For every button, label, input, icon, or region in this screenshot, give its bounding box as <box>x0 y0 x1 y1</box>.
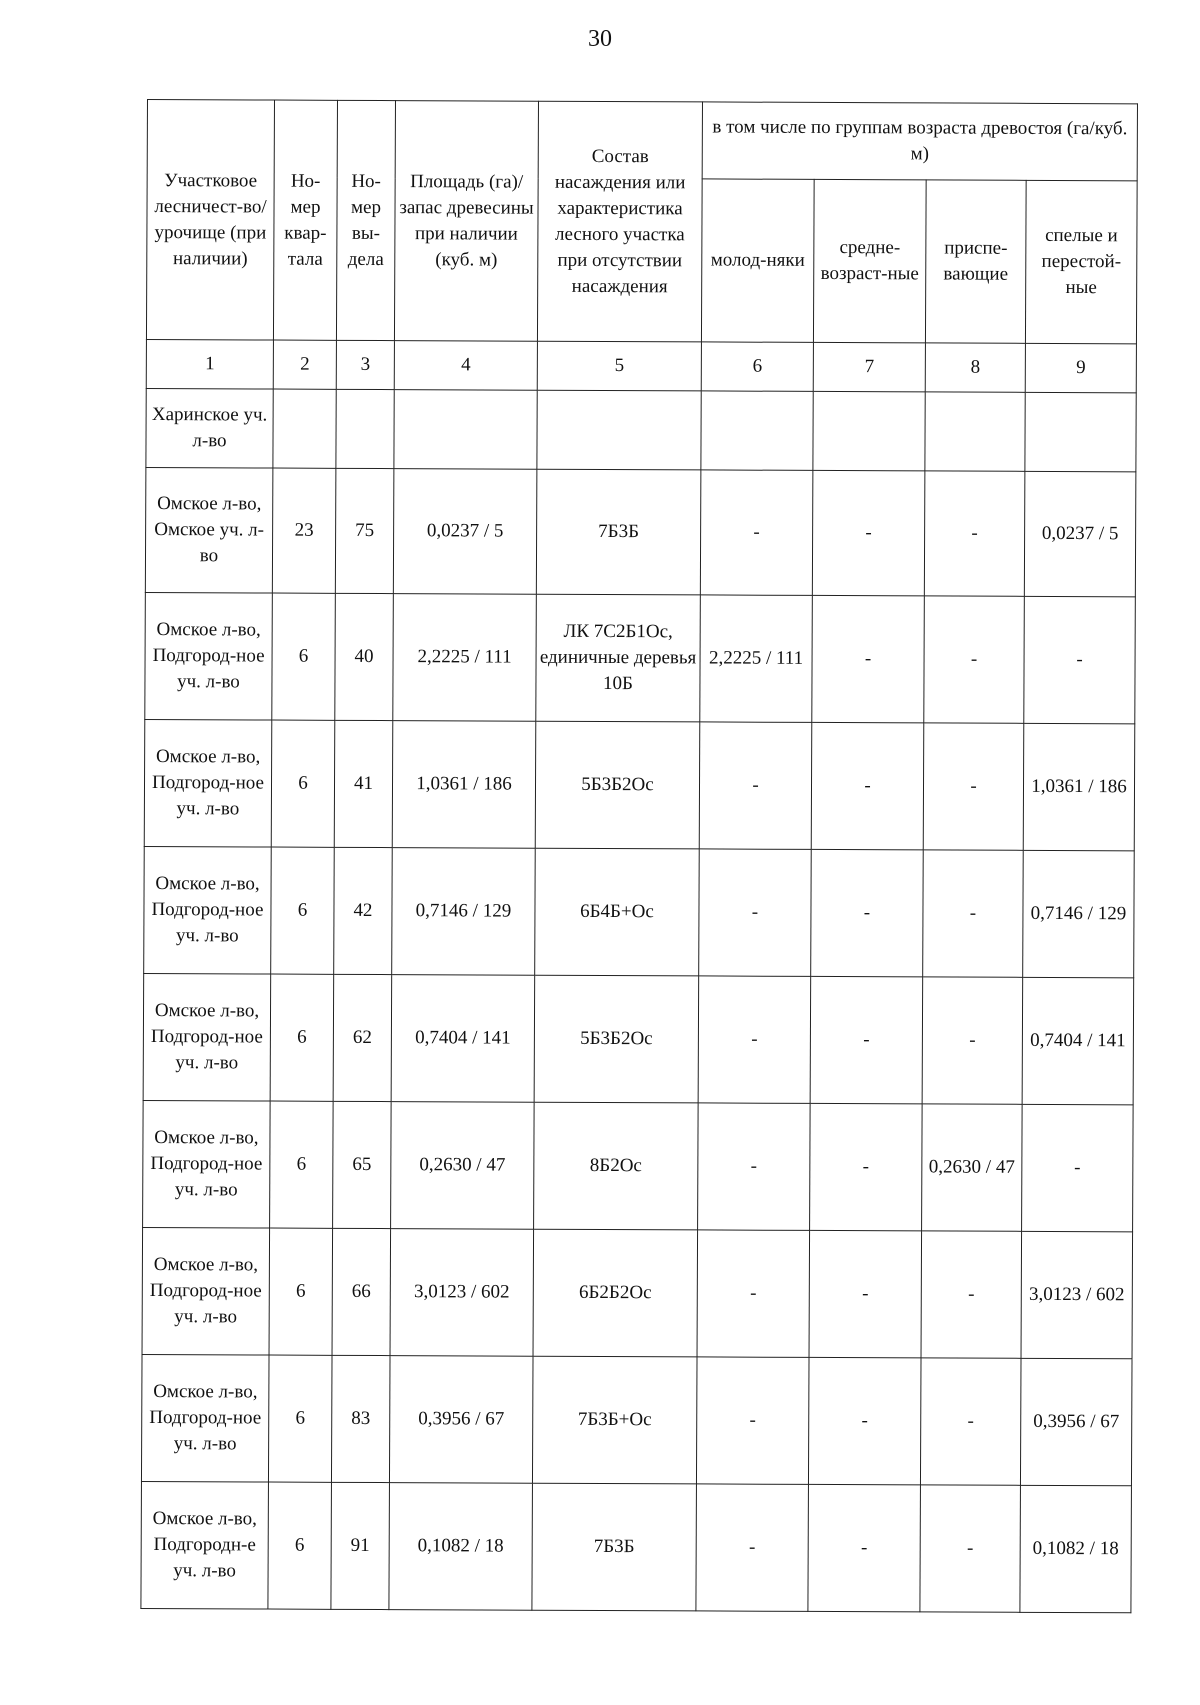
cell-composition: 5Б3Б2Ос <box>535 721 700 849</box>
table-row <box>143 1100 1134 1231</box>
cell-middle-aged: - <box>808 1484 921 1611</box>
column-number: 6 <box>701 342 813 391</box>
column-number: 8 <box>925 343 1025 392</box>
column-number: 9 <box>1025 343 1136 392</box>
cell-young: - <box>696 1484 809 1611</box>
group-row <box>146 388 1136 471</box>
table-row <box>144 719 1135 850</box>
empty-cell <box>1025 392 1136 471</box>
column-number: 7 <box>813 342 925 391</box>
cell-area: 3,0123 / 602 <box>390 1229 534 1357</box>
cell-forestry: Омское л-во, Подгород-ное уч. л-во <box>144 719 272 847</box>
cell-composition: 8Б2Ос <box>534 1102 699 1230</box>
column-number: 4 <box>394 341 537 391</box>
cell-quarter: 6 <box>271 847 335 974</box>
cell-middle-aged: - <box>810 1103 923 1230</box>
table-row <box>141 1481 1132 1612</box>
cell-premature: - <box>921 1231 1022 1358</box>
cell-composition: 7Б3Б <box>536 469 701 595</box>
cell-section: 75 <box>335 468 394 593</box>
cell-composition: 7Б3Б <box>532 1483 697 1611</box>
cell-quarter: 23 <box>272 468 336 593</box>
cell-composition: 6Б2Б2Ос <box>533 1229 698 1357</box>
cell-quarter: 6 <box>268 1355 332 1482</box>
cell-quarter: 6 <box>272 593 336 720</box>
cell-forestry: Омское л-во, Подгород-ное уч. л-во <box>143 1100 271 1228</box>
cell-section: 66 <box>332 1228 391 1355</box>
cell-mature: 1,0361 / 186 <box>1023 723 1135 850</box>
cell-area: 0,3956 / 67 <box>389 1356 533 1484</box>
cell-young: - <box>700 470 813 595</box>
cell-quarter: 6 <box>270 974 334 1101</box>
cell-middle-aged: - <box>808 1357 921 1484</box>
cell-young: - <box>698 976 811 1103</box>
cell-area: 1,0361 / 186 <box>392 721 536 849</box>
cell-quarter: 6 <box>268 1482 332 1609</box>
header-middle-aged: средне-возраст-ные <box>813 179 926 342</box>
cell-premature: - <box>924 471 1025 596</box>
cell-middle-aged: - <box>810 976 923 1103</box>
column-number: 3 <box>336 340 394 389</box>
cell-forestry: Омское л-во, Подгород-ное уч. л-во <box>144 846 272 974</box>
cell-young: - <box>696 1357 809 1484</box>
empty-cell <box>394 390 537 470</box>
empty-cell <box>701 391 813 470</box>
cell-mature: 0,0237 / 5 <box>1024 471 1136 596</box>
cell-young: - <box>699 849 812 976</box>
cell-section: 65 <box>333 1101 392 1228</box>
column-number-row <box>146 339 1136 392</box>
column-number: 1 <box>146 339 273 389</box>
table-row <box>143 973 1134 1104</box>
cell-quarter: 6 <box>270 1101 334 1228</box>
cell-composition: 6Б4Б+Ос <box>535 848 700 976</box>
cell-premature: - <box>920 1485 1021 1612</box>
cell-middle-aged: - <box>809 1230 922 1357</box>
cell-mature: 0,7146 / 129 <box>1023 850 1135 977</box>
table-row <box>141 1354 1132 1485</box>
table-header <box>146 100 1137 393</box>
cell-mature: 0,7404 / 141 <box>1022 977 1134 1104</box>
empty-cell <box>537 390 701 470</box>
cell-area: 2,2225 / 111 <box>393 594 537 722</box>
cell-young: - <box>699 722 812 849</box>
cell-section: 62 <box>333 974 392 1101</box>
cell-premature: - <box>924 596 1025 723</box>
cell-area: 0,0237 / 5 <box>393 469 537 595</box>
cell-area: 0,7404 / 141 <box>391 975 535 1103</box>
cell-mature: 0,1082 / 18 <box>1020 1485 1132 1612</box>
cell-middle-aged: - <box>811 722 924 849</box>
cell-middle-aged: - <box>811 849 924 976</box>
cell-forestry: Омское л-во, Подгород-ное уч. л-во <box>142 1227 270 1355</box>
table-row <box>145 592 1136 723</box>
cell-premature: - <box>920 1358 1021 1485</box>
empty-cell <box>813 391 925 470</box>
cell-section: 91 <box>331 1482 390 1609</box>
page-number: 30 <box>588 26 612 52</box>
cell-young: - <box>697 1230 810 1357</box>
column-number: 2 <box>273 340 336 389</box>
cell-middle-aged: - <box>812 595 925 722</box>
group-name: Харинское уч. л-во <box>146 388 273 468</box>
header-premature: приспе-вающие <box>925 180 1026 343</box>
header-forestry: Участковое лесничест-во/урочище (при наличии) <box>146 100 274 341</box>
cell-composition: 5Б3Б2Ос <box>534 975 699 1103</box>
cell-forestry: Омское л-во, Подгород-ное уч. л-во <box>145 592 273 720</box>
cell-quarter: 6 <box>269 1228 333 1355</box>
cell-area: 0,7146 / 129 <box>392 848 536 976</box>
cell-forestry: Омское л-во, Подгород-ное уч. л-во <box>143 973 271 1101</box>
cell-section: 40 <box>335 593 394 720</box>
cell-premature: - <box>923 723 1024 850</box>
cell-area: 0,2630 / 47 <box>391 1102 535 1230</box>
cell-forestry: Омское л-во, Подгород-ное уч. л-во <box>141 1354 269 1482</box>
cell-premature: - <box>923 850 1024 977</box>
header-section-number: Но-мер вы-дела <box>336 100 395 340</box>
cell-premature: - <box>922 977 1023 1104</box>
empty-cell <box>273 389 336 468</box>
cell-premature: 0,2630 / 47 <box>922 1104 1023 1231</box>
header-composition: Состав насаждения или характеристика лесного участка при отсутствии насаждения <box>537 101 702 342</box>
cell-quarter: 6 <box>271 720 335 847</box>
header-mature: спелые и перестой-ные <box>1025 180 1137 343</box>
header-area-volume: Площадь (га)/запас древесины при наличии (куб. м) <box>394 101 538 342</box>
forest-plots-table <box>140 99 1138 1613</box>
table-row <box>145 467 1136 596</box>
cell-mature: - <box>1024 596 1136 723</box>
empty-cell <box>336 389 394 468</box>
header-quarter-number: Но-мер квар-тала <box>273 100 337 340</box>
header-age-groups: в том числе по группам возраста древостоя (га/куб. м) <box>702 102 1137 181</box>
cell-mature: 0,3956 / 67 <box>1020 1358 1132 1485</box>
cell-area: 0,1082 / 18 <box>389 1483 533 1611</box>
cell-section: 42 <box>334 847 393 974</box>
cell-section: 41 <box>334 720 393 847</box>
cell-forestry: Омское л-во, Омское уч. л-во <box>145 467 273 593</box>
cell-forestry: Омское л-во, Подгородн-е уч. л-во <box>141 1481 269 1609</box>
table-body <box>141 388 1136 1612</box>
column-number: 5 <box>537 341 701 391</box>
cell-mature: 3,0123 / 602 <box>1021 1231 1133 1358</box>
cell-composition: 7Б3Б+Ос <box>532 1356 697 1484</box>
cell-mature: - <box>1022 1104 1134 1231</box>
header-young: молод-няки <box>701 179 814 342</box>
cell-young: - <box>698 1103 811 1230</box>
cell-composition: ЛК 7С2Б1Ос, единичные деревья 10Б <box>536 594 701 722</box>
empty-cell <box>925 392 1025 471</box>
table-row <box>142 1227 1133 1358</box>
cell-young: 2,2225 / 111 <box>700 595 813 722</box>
cell-section: 83 <box>331 1355 390 1482</box>
table-row <box>144 846 1135 977</box>
cell-middle-aged: - <box>812 470 925 595</box>
